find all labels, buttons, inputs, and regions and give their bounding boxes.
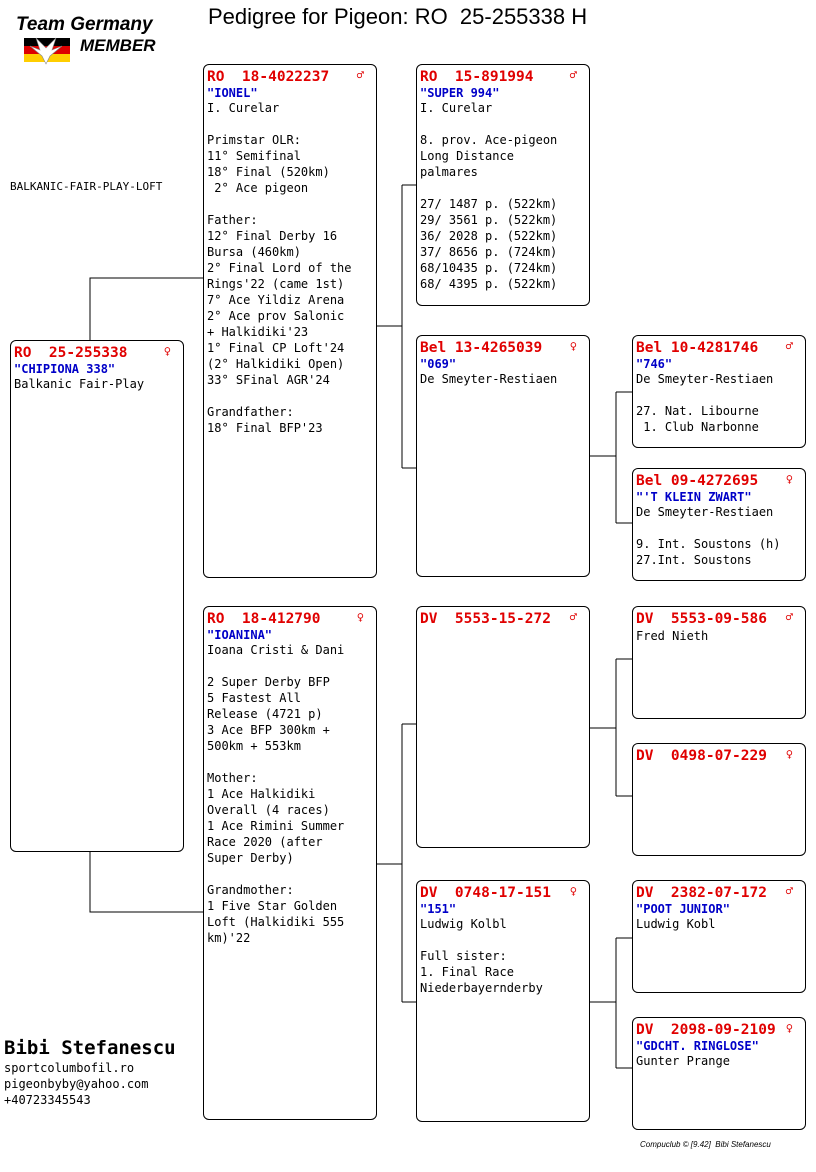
owner-phone: +40723345543 [4,1093,91,1107]
pigeon-name: "SUPER 994" [420,86,500,100]
pigeon-card-dam[interactable] [203,606,377,1120]
pigeon-notes: Gunter Prange [636,1054,730,1068]
pigeon-notes: Ludwig Kolbl Full sister: 1. Final Race Niederbayernderby [420,917,543,995]
pigeon-card-dam-dam-sire[interactable] [632,880,806,993]
female-icon: ♀ [785,472,793,486]
footer-credit: Compuclub © [9.42] Bibi Stefanescu [640,1140,771,1149]
ring-number: RO 18-412790 [207,611,321,627]
pigeon-notes: I. Curelar 8. prov. Ace-pigeon Long Distance palmares 27/ 1487 p. (522km) 29/ 3561 p. (522km) 36/ 2028 p. (522km) 37/ 8656 p. (724km) 68/10435 p. (724km) 68/ 4395 p. (522km) [420,101,558,291]
logo-line-2: MEMBER [80,36,156,55]
owner-email: pigeonbyby@yahoo.com [4,1077,149,1091]
pigeon-name: "IONEL" [207,86,258,100]
ring-number: RO 15-891994 [420,69,534,85]
pigeon-name: "POOT JUNIOR" [636,902,730,916]
female-icon: ♀ [356,610,364,624]
pigeon-name: "CHIPIONA 338" [14,362,116,376]
pigeon-name: "GDCHT. RINGLOSE" [636,1039,759,1053]
female-icon: ♀ [785,747,793,761]
pigeon-card-subject[interactable] [10,340,184,852]
male-icon: ♂ [356,68,364,82]
pigeon-card-dam-sire-sire[interactable] [632,606,806,719]
pigeon-card-sire-dam-sire[interactable] [632,335,806,448]
pigeon-notes: I. Curelar Primstar OLR: 11° Semifinal 18° Final (520km) 2° Ace pigeon Father: 12° Final Derby 16 Bursa (460km) 2° Final Lord of the Rings'22 (came 1st) 7° Ace Yildiz Arena 2° Ace prov Salonic + Halkidiki'23 1° Final CP Loft'24 (2° Halkidiki Open) 33° SFinal AGR'24 Grandfather: 18° Final BFP'23 [207,101,352,435]
ring-number: DV 5553-15-272 [420,611,551,627]
ring-number: DV 5553-09-586 [636,611,767,627]
pigeon-name: "'T KLEIN ZWART" [636,490,752,504]
female-icon: ♀ [163,344,171,358]
pigeon-notes: Ioana Cristi & Dani 2 Super Derby BFP 5 Fastest All Release (4721 p) 3 Ace BFP 300km + 500km + 553km Mother: 1 Ace Halkidiki Overall (4 races) 1 Ace Rimini Summer Race 2020 (after Super Derby) Grandmother: 1 Five Star Golden Loft (Halkidiki 555 km)'22 [207,643,345,945]
male-icon: ♂ [569,610,577,624]
owner-block [4,1036,176,1108]
ring-number: DV 2382-07-172 [636,885,767,901]
male-icon: ♂ [785,339,793,353]
pigeon-name: "IOANINA" [207,628,273,642]
pigeon-card-dam-dam[interactable] [416,880,590,1122]
pigeon-card-sire-dam-dam[interactable] [632,468,806,581]
ring-number: RO 18-4022237 [207,69,330,85]
ring-number: DV 0498-07-229 [636,748,767,764]
pigeon-notes: De Smeyter-Restiaen 27. Nat. Libourne 1. Club Narbonne [636,372,774,434]
female-icon: ♀ [569,884,577,898]
pigeon-notes: De Smeyter-Restiaen [420,372,558,386]
pigeon-card-dam-dam-dam[interactable] [632,1017,806,1130]
pigeon-notes: De Smeyter-Restiaen 9. Int. Soustons (h) 27.Int. Soustons [636,505,781,567]
ring-number: Bel 09-4272695 [636,473,759,489]
ring-number: DV 2098-09-2109 [636,1022,776,1038]
ring-number: Bel 13-4265039 [420,340,543,356]
ring-number: Bel 10-4281746 [636,340,759,356]
pigeon-card-dam-sire[interactable] [416,606,590,848]
male-icon: ♂ [785,610,793,624]
pigeon-name: "151" [420,902,457,916]
loft-label: BALKANIC-FAIR-PLAY-LOFT [10,180,163,193]
page-title: Pedigree for Pigeon: RO 25-255338 H [208,4,588,29]
pigeon-notes: Ludwig Kobl [636,917,716,931]
female-icon: ♀ [569,339,577,353]
ring-number: RO 25-255338 [14,345,128,361]
pigeon-name: "069" [420,357,457,371]
pigeon-name: "746" [636,357,673,371]
pigeon-notes: Fred Nieth [636,629,709,643]
pigeon-card-sire[interactable] [203,64,377,578]
pigeon-card-sire-sire[interactable] [416,64,590,306]
female-icon: ♀ [785,1021,793,1035]
male-icon: ♂ [785,884,793,898]
owner-website: sportcolumbofil.ro [4,1061,135,1075]
male-icon: ♂ [569,68,577,82]
logo-line-1: Team Germany [16,14,153,35]
pigeon-card-dam-sire-dam[interactable] [632,743,806,856]
pigeon-notes: Balkanic Fair-Play [14,377,145,391]
pigeon-card-sire-dam[interactable] [416,335,590,577]
ring-number: DV 0748-17-151 [420,885,551,901]
owner-name: Bibi Stefanescu [4,1037,176,1059]
